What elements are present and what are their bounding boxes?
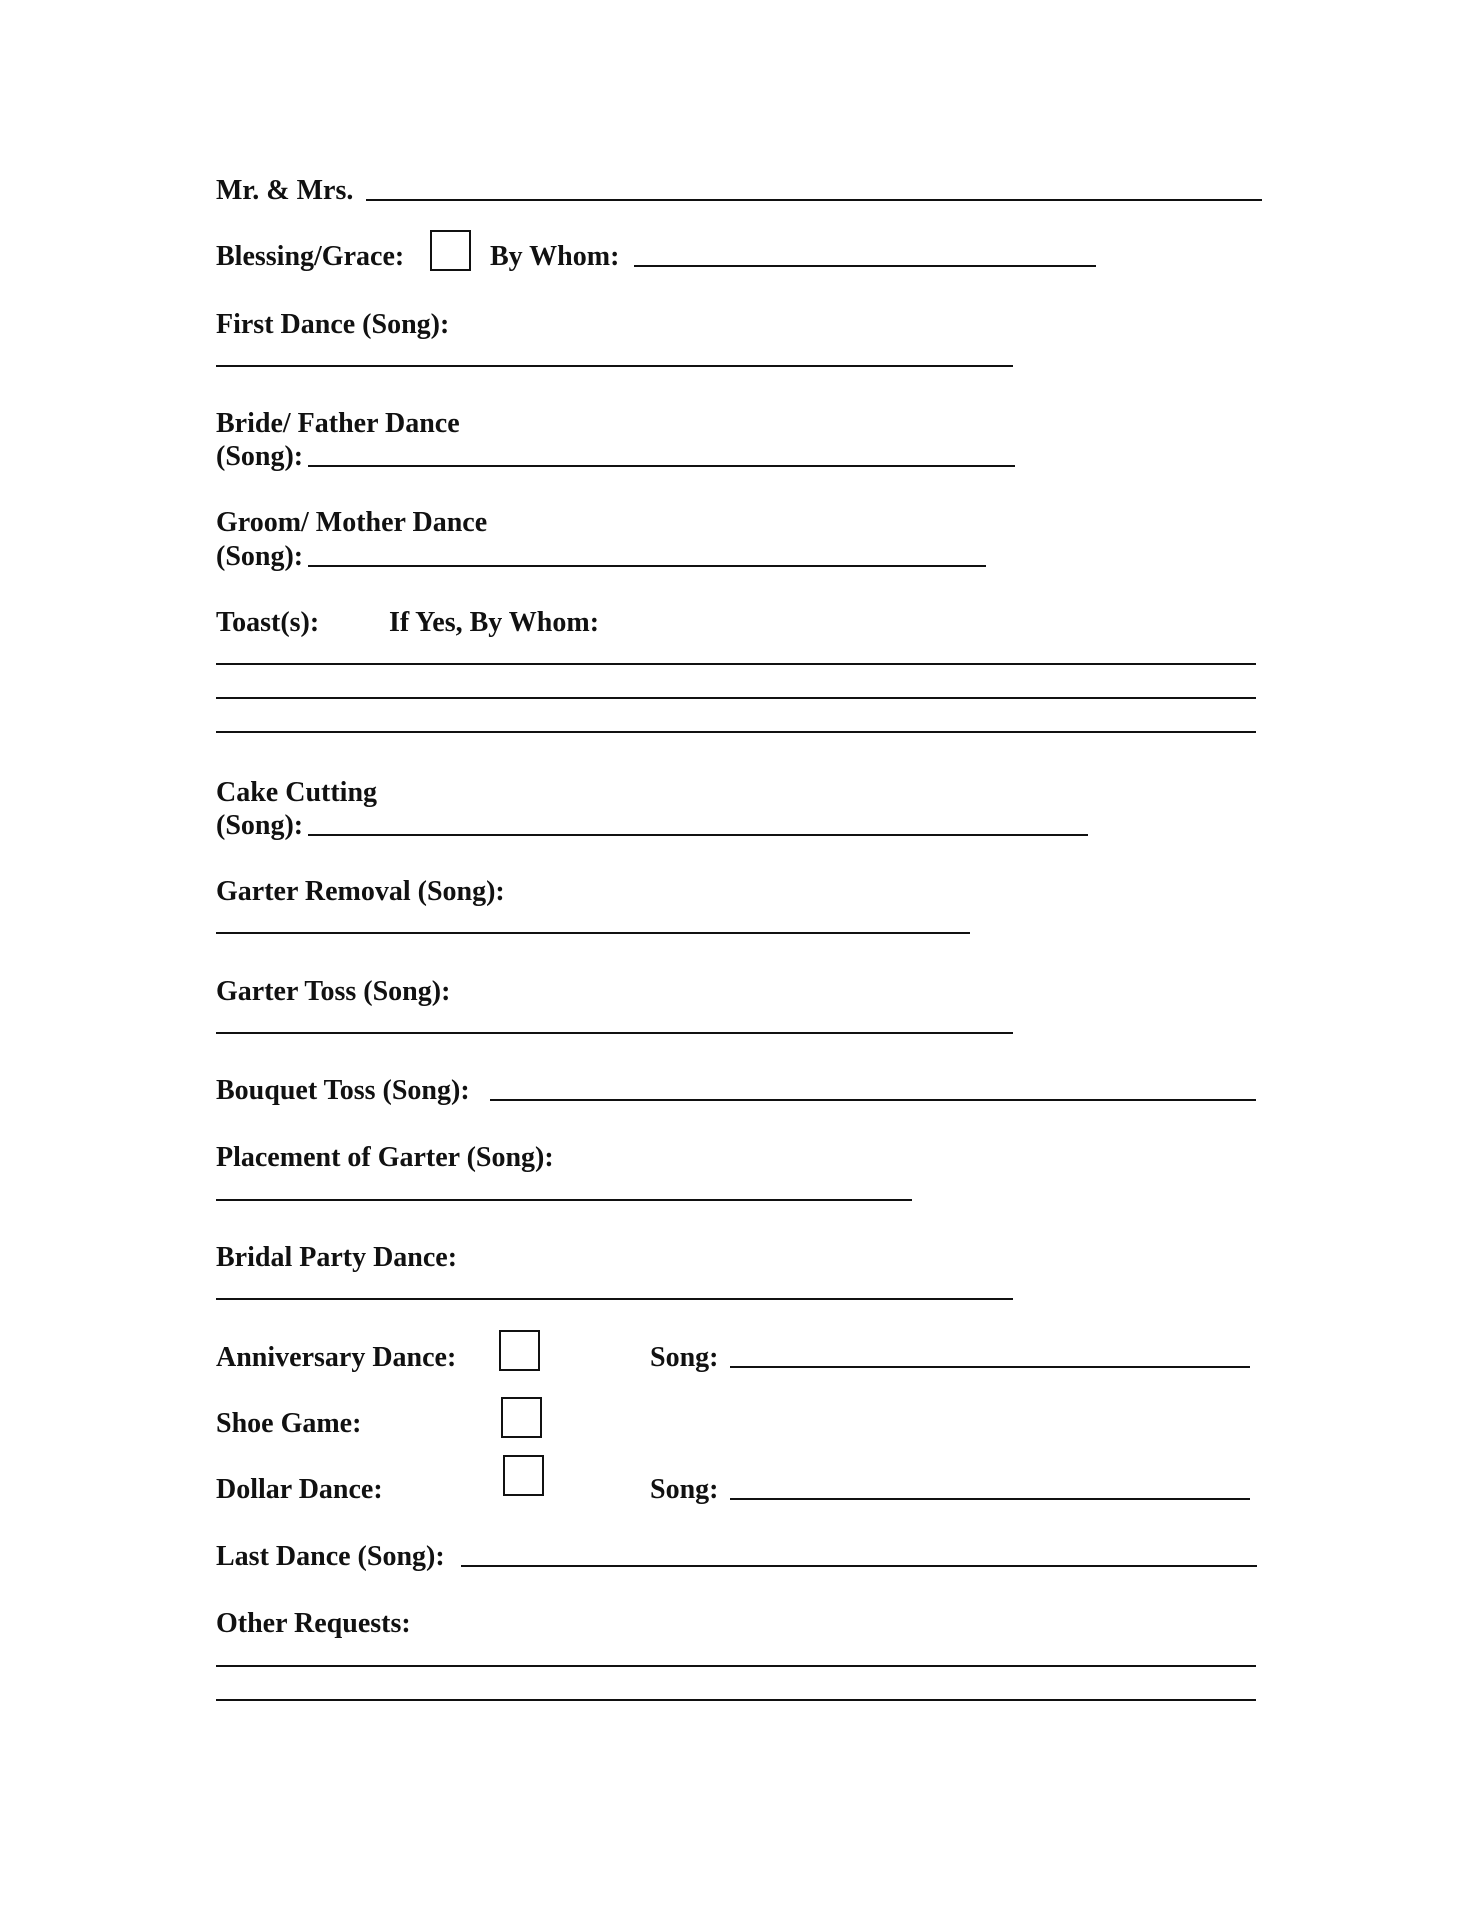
bouquet-toss-song-field[interactable] [490,1099,1256,1101]
dollar-dance-label: Dollar Dance: [216,1474,383,1505]
bouquet-toss-label: Bouquet Toss (Song): [216,1075,470,1106]
dollar-song-field[interactable] [730,1498,1250,1500]
dollar-song-label: Song: [650,1474,719,1505]
blessing-checkbox[interactable] [430,230,471,271]
last-dance-song-field[interactable] [461,1565,1257,1567]
anniversary-song-label: Song: [650,1342,719,1373]
couple-label: Mr. & Mrs. [216,175,354,206]
toasts-label: Toast(s): [216,607,320,638]
placement-garter-song-field[interactable] [216,1199,912,1201]
toasts-line-1[interactable] [216,663,1256,665]
blessing-label: Blessing/Grace: [216,241,405,272]
cake-cutting-label: Cake Cutting [216,777,378,808]
dollar-dance-checkbox[interactable] [503,1455,544,1496]
groom-mother-song-label: (Song): [216,541,304,572]
garter-toss-song-field[interactable] [216,1032,1013,1034]
other-requests-line-1[interactable] [216,1665,1256,1667]
toasts-by-whom-label: If Yes, By Whom: [389,607,600,638]
other-requests-line-2[interactable] [216,1699,1256,1701]
garter-removal-label: Garter Removal (Song): [216,876,505,907]
blessing-by-whom-field[interactable] [634,265,1096,267]
shoe-game-label: Shoe Game: [216,1408,362,1439]
shoe-game-checkbox[interactable] [501,1397,542,1438]
anniversary-song-field[interactable] [730,1366,1250,1368]
last-dance-label: Last Dance (Song): [216,1541,445,1572]
toasts-line-2[interactable] [216,697,1256,699]
first-dance-song-field[interactable] [216,365,1013,367]
cake-cutting-song-field[interactable] [308,834,1088,836]
anniversary-label: Anniversary Dance: [216,1342,457,1373]
garter-removal-song-field[interactable] [216,932,970,934]
bride-father-song-label: (Song): [216,441,304,472]
bride-father-song-field[interactable] [308,465,1015,467]
other-requests-label: Other Requests: [216,1608,411,1639]
garter-toss-label: Garter Toss (Song): [216,976,451,1007]
cake-cutting-song-label: (Song): [216,810,304,841]
anniversary-checkbox[interactable] [499,1330,540,1371]
couple-name-field[interactable] [366,199,1262,201]
groom-mother-song-field[interactable] [308,565,986,567]
by-whom-label: By Whom: [490,241,620,272]
toasts-line-3[interactable] [216,731,1256,733]
groom-mother-label: Groom/ Mother Dance [216,507,488,538]
bridal-party-label: Bridal Party Dance: [216,1242,458,1273]
first-dance-label: First Dance (Song): [216,309,450,340]
bridal-party-song-field[interactable] [216,1298,1013,1300]
placement-garter-label: Placement of Garter (Song): [216,1142,554,1173]
bride-father-label: Bride/ Father Dance [216,408,460,439]
